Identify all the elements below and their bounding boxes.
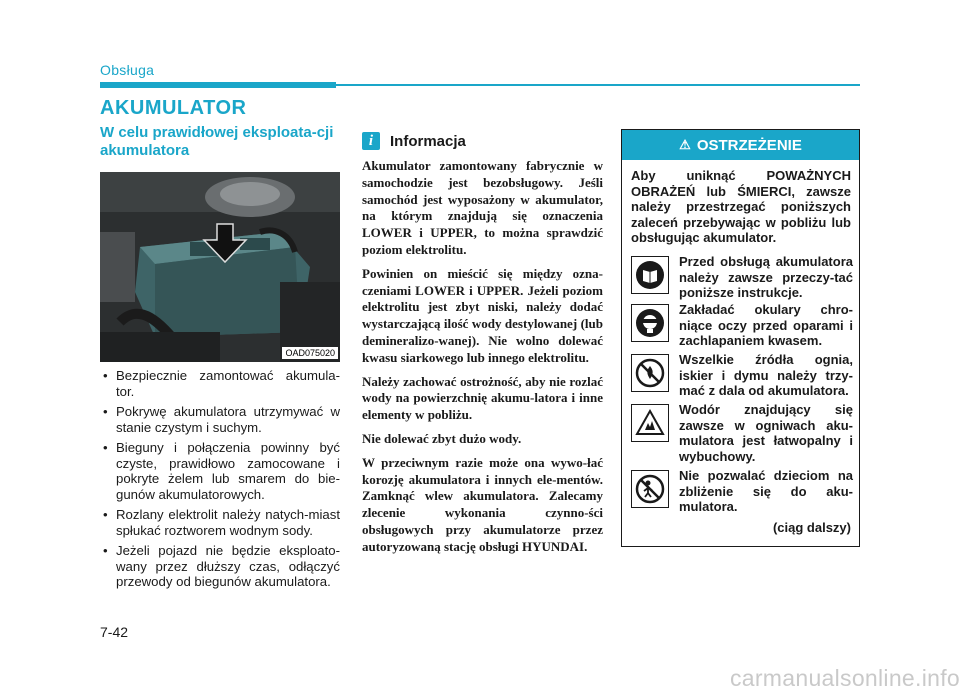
info-body: [362, 158, 603, 563]
info-title: Informacja: [390, 132, 466, 150]
photo-code: OAD075020: [282, 347, 338, 359]
list-item: • Pokrywę akumulatora utrzymywać w stanie czystym i suchym.: [100, 404, 340, 435]
warning-triangle-icon: ⚠: [679, 137, 691, 152]
warning-box: [621, 129, 860, 547]
section-subtitle: W celu prawidłowej eksploata-cji akumulatora: [100, 124, 334, 159]
warning-intro: Aby uniknąć POWAŻNYCH OBRAŻEŃ lub ŚMIERCI, zawsze należy przestrzegać poniższych zaleceń przebywając w pobliżu lub obsługując akumulator.: [631, 168, 851, 245]
page-number: 7-42: [100, 624, 129, 640]
battery-photo-illustration: [100, 172, 340, 362]
info-paragraph: Nie dolewać zbyt dużo wody.: [362, 430, 522, 446]
info-header: [362, 131, 466, 151]
battery-care-list: [100, 368, 340, 595]
warning-item-text: Przed obsługą akumulatora należy zawsze przeczy-tać poniższe instrukcje.: [679, 254, 853, 300]
list-item: • Bezpiecznie zamontować akumula-tor.: [100, 368, 340, 399]
continued-label: (ciąg dalszy): [772, 520, 851, 535]
header-accent-bar: [100, 82, 336, 88]
info-paragraph: Powinien on mieścić się między ozna-czeniami LOWER i UPPER. Jeżeli poziom elektrolitu jest zbyt niski, należy dodać wystarczającą ilość wody destylowanej (lub demineralizo-wanej). Nie wolno dolewać kwasu siarkowego lub innego elektrolitu.: [362, 265, 603, 365]
keep-children-away-icon: [631, 470, 669, 508]
warning-item-text: Nie pozwalać dzieciom na zbliżenie się do aku-mulatora.: [679, 468, 853, 514]
warning-title: OSTRZEŻENIE: [696, 136, 802, 154]
watermark: carmanualsonline.info: [729, 665, 960, 691]
page-title: AKUMULATOR: [100, 97, 247, 119]
list-item: • Rozlany elektrolit należy natych-miast spłukać roztworem wodnym sody.: [100, 507, 340, 538]
no-fire-smoking-icon: [631, 354, 669, 392]
list-item: • Bieguny i połączenia powinny być czyste, prawidłowo zamocowane i pokryte żelem lub smarem do bie-gunów akumulatorowych.: [100, 440, 340, 502]
warning-item-text: Wszelkie źródła ognia, iskier i dymu należy trzy-mać z dala od akumulatora.: [679, 352, 853, 398]
info-paragraph: Akumulator zamontowany fabrycznie w samochodzie jest bezobsługowy. Jeśli samochód jest wyposażony w akumulator, na którym znajdują się oznaczenia LOWER i UPPER, to można sprawdzić poziom elektrolitu.: [362, 158, 603, 257]
list-item: • Jeżeli pojazd nie będzie eksploato-wany przez dłuższy czas, odłączyć przewody od biegunów akumulatora.: [100, 543, 340, 590]
explosive-hazard-icon: [631, 404, 669, 442]
info-paragraph: Należy zachować ostrożność, aby nie rozlać wody na powierzchnię akumu-latora i inne elementy w pobliżu.: [362, 373, 603, 423]
warning-item-text: Wodór znajdujący się zawsze w ogniwach aku-mulatora jest łatwopalny i wybuchowy.: [679, 402, 853, 464]
battery-photo: [100, 172, 340, 362]
eye-protection-icon: [631, 304, 669, 342]
warning-header: [622, 130, 859, 160]
header-rule: [336, 84, 860, 86]
warning-item-text: Zakładać okulary chro-niące oczy przed oparami i zachlapaniem kwasem.: [679, 302, 853, 348]
info-icon: i: [362, 132, 380, 150]
info-paragraph: W przeciwnym razie może ona wywo-łać korozję akumulatora i innych ele-mentów. Zamknąć wlew akumulatora. Zalecamy zlecenie wykonania czynno-ści obsługowych przy akumulatorze przez autoryzowaną stację obsługi HYUNDAI.: [362, 454, 603, 554]
manual-book-icon: [631, 256, 669, 294]
section-label: Obsługa: [100, 62, 155, 78]
